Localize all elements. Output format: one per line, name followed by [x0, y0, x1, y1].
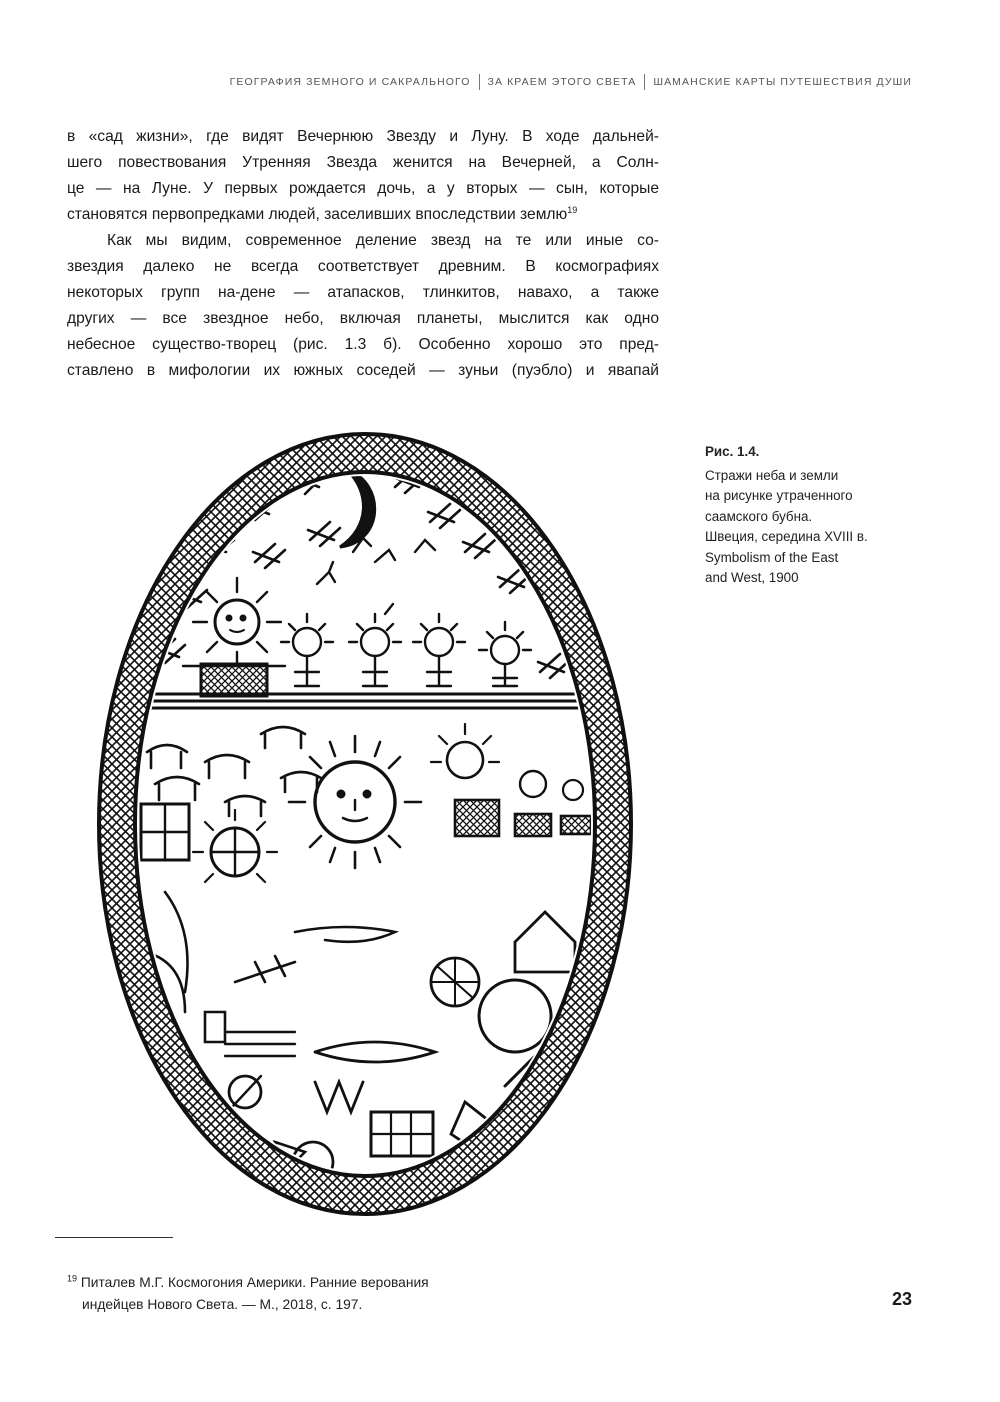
- text-line: ставлено в мифологии их южных соседей — зуньи (пуэбло) и явапай: [67, 362, 659, 379]
- header-part-1: ГЕОГРАФИЯ ЗЕМНОГО И САКРАЛЬНОГО: [229, 76, 471, 88]
- page-number: 23: [891, 1289, 912, 1309]
- footnote-line: индейцев Нового Света. — М., 2018, с. 197.: [82, 1297, 363, 1312]
- running-header: [230, 74, 912, 90]
- header-part-2: ЗА КРАЕМ ЭТОГО СВЕТА: [487, 76, 637, 88]
- text-line: некоторых групп на-дене — атапасков, тлинкитов, навахо, а также: [67, 284, 659, 301]
- text-line: Как мы видим, современное деление звезд на те или иные со-: [107, 232, 659, 249]
- text-line: в «сад жизни», где видят Вечернюю Звезду и Луну. В ходе дальней-: [67, 128, 659, 145]
- text-line: [67, 202, 659, 228]
- text-line-content: становятся первопредками людей, заселивших впоследствии землю: [67, 206, 568, 223]
- caption-line: на рисунке утраченного: [705, 488, 853, 503]
- figure-label: Рис. 1.4.: [705, 444, 760, 459]
- footnote-mark: 19: [67, 1273, 78, 1284]
- footnote-line: [67, 1272, 587, 1294]
- text-line: других — все звездное небо, включая планеты, мыслится как одно: [67, 310, 659, 327]
- caption-line: саамского бубна.: [705, 508, 813, 524]
- main-text: [67, 124, 659, 384]
- text-line: це — на Луне. У первых рождается дочь, а у вторых — сын, которые: [67, 180, 659, 197]
- header-part-3: ШАМАНСКИЕ КАРТЫ ПУТЕШЕСТВИЯ ДУШИ: [653, 76, 912, 88]
- footnote-rule: [55, 1237, 173, 1238]
- header-divider: [479, 74, 480, 90]
- footnote: [67, 1272, 587, 1316]
- figure-caption: [705, 442, 925, 589]
- footnote-ref[interactable]: 19: [567, 204, 578, 215]
- caption-line: and West, 1900: [705, 570, 799, 585]
- footnote-text: Питалев М.Г. Космогония Америки. Ранние верования: [80, 1275, 429, 1290]
- caption-line: Symbolism of the East: [705, 549, 839, 565]
- sami-drum-illustration: [85, 422, 645, 1227]
- text-line: шего повествования Утренняя Звезда женится на Вечерней, а Солн-: [67, 154, 659, 171]
- caption-line: Стражи неба и земли: [705, 467, 839, 483]
- text-line: небесное существо-творец (рис. 1.3 б). Особенно хорошо это пред-: [67, 336, 659, 353]
- caption-line: Швеция, середина XVIII в.: [705, 529, 868, 544]
- header-divider: [644, 74, 645, 90]
- text-line: звездия далеко не всегда соответствует древним. В космографиях: [67, 258, 659, 275]
